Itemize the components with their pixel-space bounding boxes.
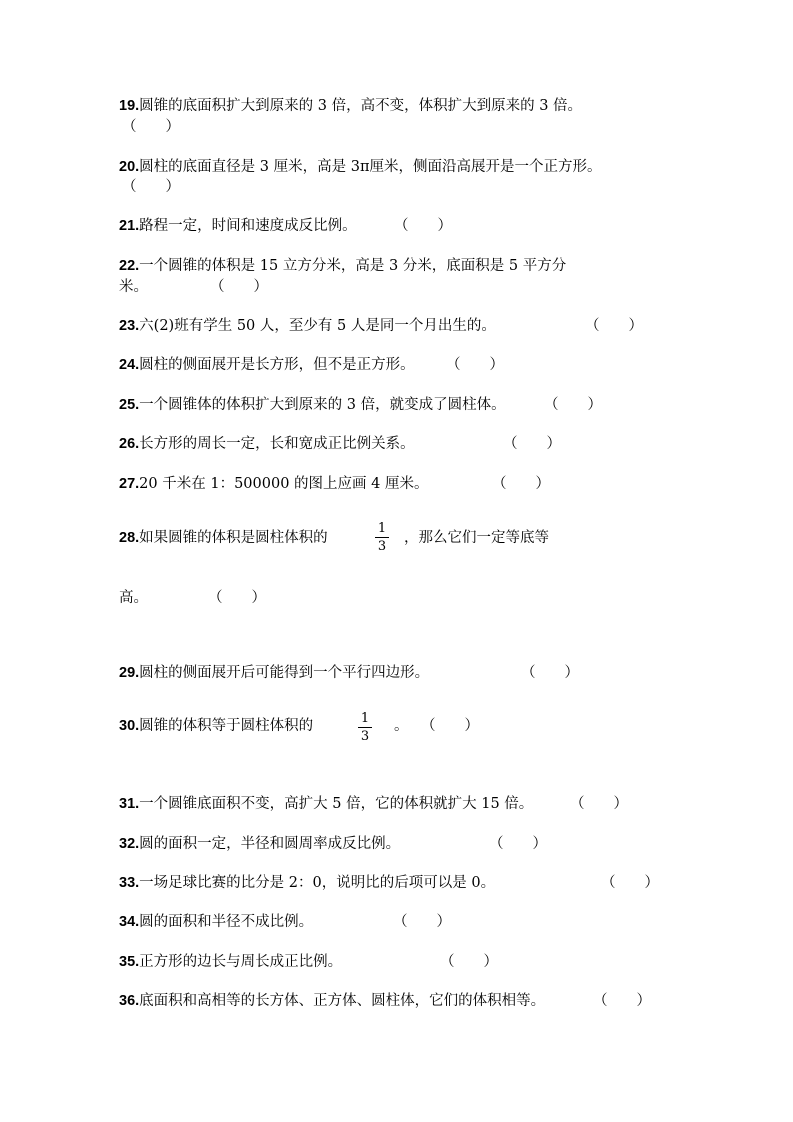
question-text: 圆柱的侧面展开是长方形，但不是正方形。 — [139, 357, 415, 373]
fraction-denominator: 3 — [360, 729, 370, 744]
question-35 — [119, 952, 342, 972]
question-25 — [119, 395, 506, 415]
answer-blank-20[interactable]: （ ） — [122, 179, 180, 195]
answer-blank-30[interactable]: （ ） — [421, 718, 479, 734]
answer-blank-24[interactable]: （ ） — [446, 357, 504, 373]
question-28 — [119, 528, 328, 548]
question-27 — [119, 474, 428, 494]
question-20 — [119, 157, 601, 177]
answer-blank-31[interactable]: （ ） — [570, 796, 628, 812]
question-22-continued — [119, 277, 148, 297]
question-text: 路程一定，时间和速度成反比例。 — [139, 218, 357, 234]
question-number: 25. — [119, 397, 140, 413]
question-number: 19. — [119, 98, 140, 114]
question-22 — [119, 256, 566, 276]
question-number: 24. — [119, 357, 140, 373]
question-33 — [119, 873, 495, 893]
fraction-numerator: 1 — [377, 521, 387, 536]
answer-blank-19[interactable]: （ ） — [122, 119, 180, 135]
question-26 — [119, 434, 415, 454]
question-text: 六(2)班有学生 50 人，至少有 5 人是同一个月出生的。 — [139, 318, 496, 334]
answer-blank-21[interactable]: （ ） — [394, 218, 452, 234]
question-number: 32. — [119, 836, 140, 852]
answer-blank-22[interactable]: （ ） — [210, 279, 268, 295]
question-text: 一场足球比赛的比分是 2：0，说明比的后项可以是 0。 — [139, 875, 496, 891]
answer-blank-25[interactable]: （ ） — [544, 397, 602, 413]
question-text: 圆的面积和半径不成比例。 — [139, 914, 314, 930]
question-text: 圆柱的底面直径是 3 厘米，高是 3π厘米，侧面沿高展开是一个正方形。 — [139, 159, 602, 175]
question-34 — [119, 912, 313, 932]
answer-blank-32[interactable]: （ ） — [489, 836, 547, 852]
question-number: 34. — [119, 914, 140, 930]
question-text: 底面积和高相等的长方体、正方体、圆柱体，它们的体积相等。 — [139, 993, 546, 1009]
answer-blank-36[interactable]: （ ） — [593, 993, 651, 1009]
question-19 — [119, 96, 582, 116]
question-text: 圆的面积一定，半径和圆周率成反比例。 — [139, 836, 401, 852]
question-28-continued — [119, 588, 148, 608]
answer-blank-35[interactable]: （ ） — [440, 954, 498, 970]
question-number: 29. — [119, 665, 140, 681]
question-text: 长方形的周长一定，长和宽成正比例关系。 — [139, 436, 415, 452]
question-36 — [119, 991, 545, 1011]
question-28-tail: ，那么它们一定等底等 — [404, 530, 549, 546]
answer-blank-28[interactable]: （ ） — [208, 590, 266, 606]
answer-blank-26[interactable]: （ ） — [503, 436, 561, 452]
fraction-one-third — [358, 711, 372, 744]
fraction-denominator: 3 — [377, 539, 387, 554]
question-text: 一个圆锥底面积不变，高扩大 5 倍，它的体积就扩大 15 倍。 — [139, 796, 534, 812]
question-number: 22. — [119, 258, 140, 274]
question-21 — [119, 216, 357, 236]
question-text: 20 千米在 1：500000 的图上应画 4 厘米。 — [139, 476, 429, 492]
answer-blank-33[interactable]: （ ） — [601, 875, 659, 891]
question-text: 如果圆锥的体积是圆柱体积的 — [139, 530, 328, 546]
question-text: 圆锥的体积等于圆柱体积的 — [139, 718, 314, 734]
question-number: 33. — [119, 875, 140, 891]
answer-blank-34[interactable]: （ ） — [393, 914, 451, 930]
question-number: 28. — [119, 530, 140, 546]
question-text: 高。 — [119, 590, 148, 606]
question-number: 30. — [119, 718, 140, 734]
question-number: 20. — [119, 159, 140, 175]
fraction-numerator: 1 — [360, 711, 370, 726]
question-number: 23. — [119, 318, 140, 334]
question-24 — [119, 355, 415, 375]
question-text: 一个圆锥体的体积扩大到原来的 3 倍，就变成了圆柱体。 — [139, 397, 506, 413]
question-text: 米。 — [119, 279, 148, 295]
question-number: 21. — [119, 218, 140, 234]
question-31 — [119, 794, 533, 814]
answer-blank-27[interactable]: （ ） — [492, 476, 550, 492]
answer-blank-23[interactable]: （ ） — [585, 318, 643, 334]
question-32 — [119, 834, 400, 854]
question-29 — [119, 663, 429, 683]
question-30-tail: 。 — [394, 718, 409, 734]
question-text: 正方形的边长与周长成正比例。 — [139, 954, 343, 970]
question-text: 圆锥的底面积扩大到原来的 3 倍，高不变，体积扩大到原来的 3 倍。 — [139, 98, 583, 114]
fraction-one-third — [375, 521, 389, 554]
question-number: 36. — [119, 993, 140, 1009]
question-number: 27. — [119, 476, 140, 492]
question-text: 圆柱的侧面展开后可能得到一个平行四边形。 — [139, 665, 430, 681]
question-number: 35. — [119, 954, 140, 970]
question-30 — [119, 716, 313, 736]
question-number: 26. — [119, 436, 140, 452]
question-text: 一个圆锥的体积是 15 立方分米，高是 3 分米，底面积是 5 平方分 — [139, 258, 567, 274]
answer-blank-29[interactable]: （ ） — [521, 665, 579, 681]
question-number: 31. — [119, 796, 140, 812]
question-23 — [119, 316, 496, 336]
